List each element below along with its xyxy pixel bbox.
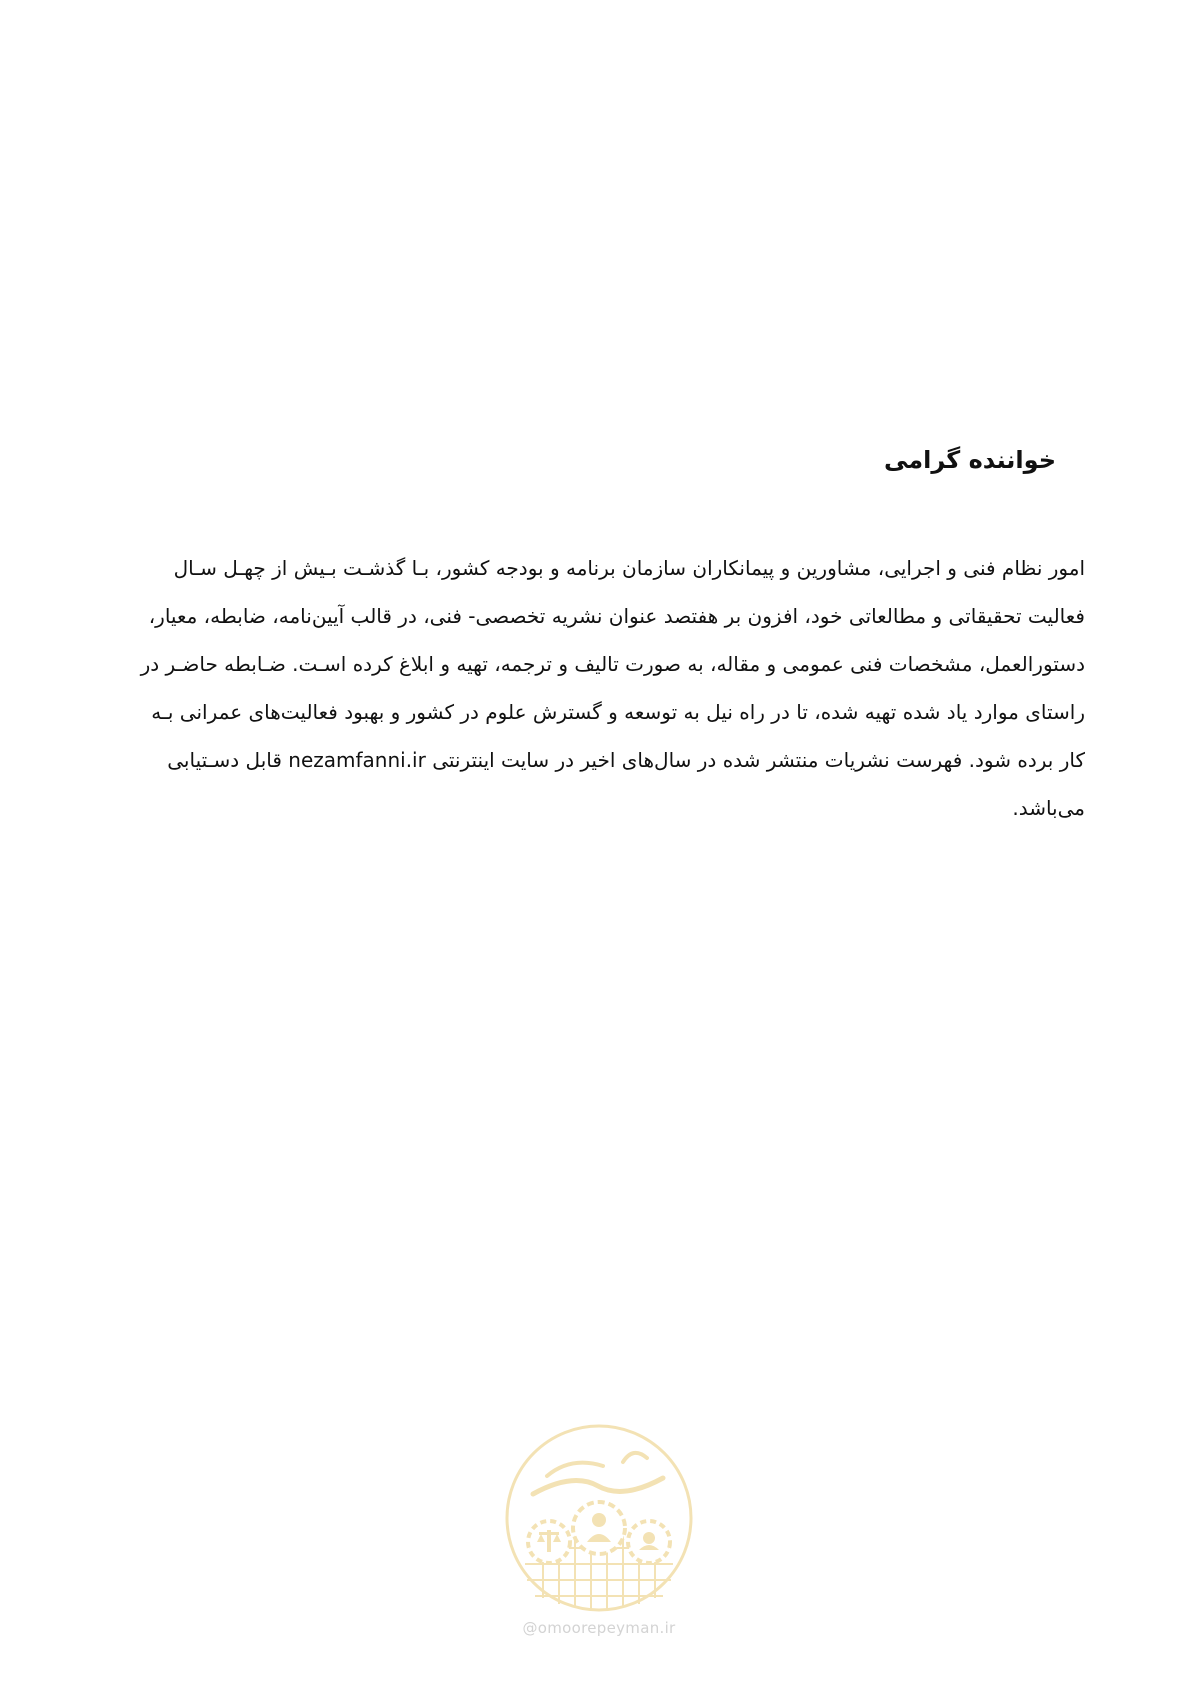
- paragraph-line: فعالیت تحقیقاتی و مطالعاتی خود، افزون بر هفتصد عنوان نشریه تخصصی- فنی، در قالب آیین‌نامه، ضابطه، معیار،: [148, 604, 1085, 628]
- body-paragraph: [116, 544, 1085, 832]
- paragraph-line: دستورالعمل، مشخصات فنی عمومی و مقاله، به صورت تالیف و ترجمه، تهیه و ابلاغ کرده اسـت. ضـابطه حاضـر در: [140, 652, 1085, 676]
- paragraph-line: کار برده شود. فهرست نشریات منتشر شده در سال‌های اخیر در سایت اینترنتی nezamfanni.ir قابل دسـتیابی: [167, 748, 1085, 772]
- paragraph-line: می‌باشد.: [1012, 796, 1085, 820]
- paragraph-line: راستای موارد یاد شده تهیه شده، تا در راه نیل به توسعه و گسترش علوم در کشور و بهبود فعالیت‌های عمرانی بـه: [151, 700, 1085, 724]
- watermark-url: @omoorepeyman.ir: [522, 1619, 676, 1637]
- paragraph-line: امور نظام فنی و اجرایی، مشاورین و پیمانکاران سازمان برنامه و بودجه کشور، بـا گذشـت بـیش از چهـل سـال: [173, 556, 1085, 580]
- page-title: خواننده گرامی: [883, 446, 1056, 474]
- omoore-peyman-logo-icon: [503, 1422, 695, 1614]
